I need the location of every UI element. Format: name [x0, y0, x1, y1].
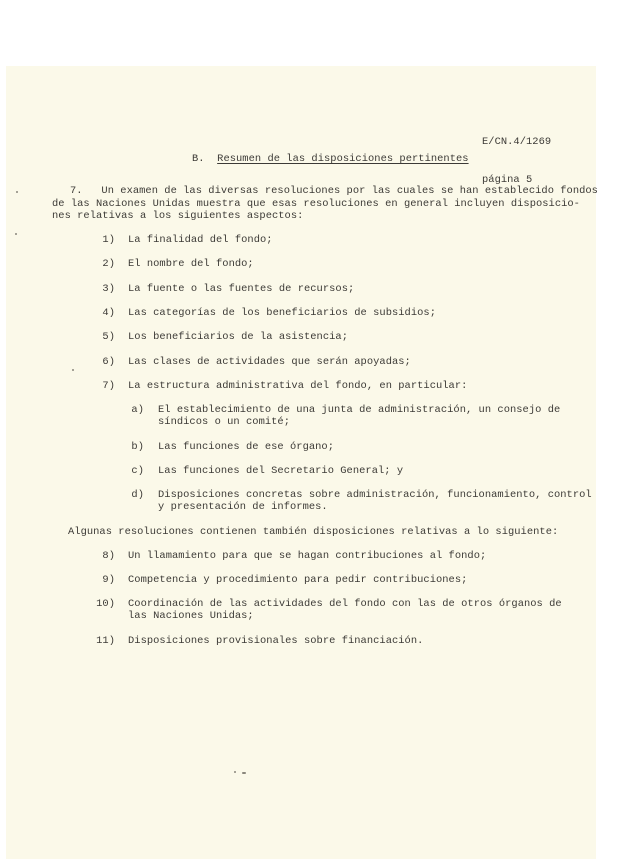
- list-item-number: 2): [102, 258, 115, 270]
- section-title: Resumen de las disposiciones pertinentes: [217, 153, 469, 165]
- list-item-text: Las clases de actividades que serán apoyadas;: [128, 356, 411, 368]
- list-item-number: 3): [102, 283, 115, 295]
- list-item-number: 10): [96, 598, 115, 610]
- list-item-text: Un llamamiento para que se hagan contribuciones al fondo;: [128, 550, 487, 562]
- list-item-number: 6): [102, 356, 115, 368]
- page-number: página 5: [482, 174, 533, 186]
- additional-provisions-intro: Algunas resoluciones contienen también disposiciones relativas a lo siguiente:: [68, 526, 559, 538]
- list-item-text: El nombre del fondo;: [128, 258, 254, 270]
- list-item-text: La fuente o las fuentes de recursos;: [128, 283, 355, 295]
- sub-list-item-line: Las funciones del Secretario General; y: [158, 465, 404, 477]
- document-symbol: E/CN.4/1269: [482, 136, 552, 148]
- sub-list-item-letter: c): [131, 465, 144, 477]
- list-item-text: Los beneficiarios de la asistencia;: [128, 331, 348, 343]
- sub-list-item-letter: b): [131, 441, 144, 453]
- list-item-number: 5): [102, 331, 115, 343]
- scan-speck: [234, 771, 236, 773]
- list-item-number: 4): [102, 307, 115, 319]
- list-item-text: Las categorías de los beneficiarios de subsidios;: [128, 307, 436, 319]
- list-item-text: Competencia y procedimiento para pedir contribuciones;: [128, 574, 468, 586]
- paragraph-line: de las Naciones Unidas muestra que esas resoluciones en general incluyen disposicio-: [52, 197, 580, 210]
- list-item-text: las Naciones Unidas;: [128, 610, 254, 622]
- sub-list-item-letter: a): [131, 404, 144, 416]
- sub-list-item-line: Las funciones de ese órgano;: [158, 441, 334, 453]
- sub-list-item-line: Disposiciones concretas sobre administración, funcionamiento, control: [158, 489, 592, 501]
- scan-speck: [72, 369, 74, 371]
- section-heading: [192, 153, 469, 166]
- list-item-number: 11): [96, 635, 115, 647]
- section-letter: B.: [192, 153, 205, 165]
- list-item-number: 1): [102, 234, 115, 246]
- sub-list-item-line: El establecimiento de una junta de administración, un consejo de: [158, 404, 561, 416]
- scan-speck: [15, 233, 17, 235]
- list-item-number: 7): [102, 380, 115, 392]
- list-item-text: Disposiciones provisionales sobre financiación.: [128, 635, 424, 647]
- list-item-number: 9): [102, 574, 115, 586]
- scan-speck: [16, 191, 18, 193]
- list-item-number: 8): [102, 550, 115, 562]
- sub-list-item-letter: d): [131, 489, 144, 501]
- paragraph-7: [52, 185, 598, 223]
- scan-speck: [242, 772, 246, 774]
- paragraph-line: 7. Un examen de las diversas resoluciones por las cuales se han establecido fondos: [70, 185, 598, 197]
- list-item-text: La finalidad del fondo;: [128, 234, 273, 246]
- document-page: [6, 66, 596, 859]
- sub-list-item-line: y presentación de informes.: [158, 501, 328, 513]
- list-item-text: Coordinación de las actividades del fondo con las de otros órganos de: [128, 598, 562, 610]
- list-item-text: La estructura administrativa del fondo, en particular:: [128, 380, 468, 392]
- sub-list-item-line: síndicos o un comité;: [158, 416, 290, 428]
- paragraph-line: nes relativas a los siguientes aspectos:: [52, 210, 304, 222]
